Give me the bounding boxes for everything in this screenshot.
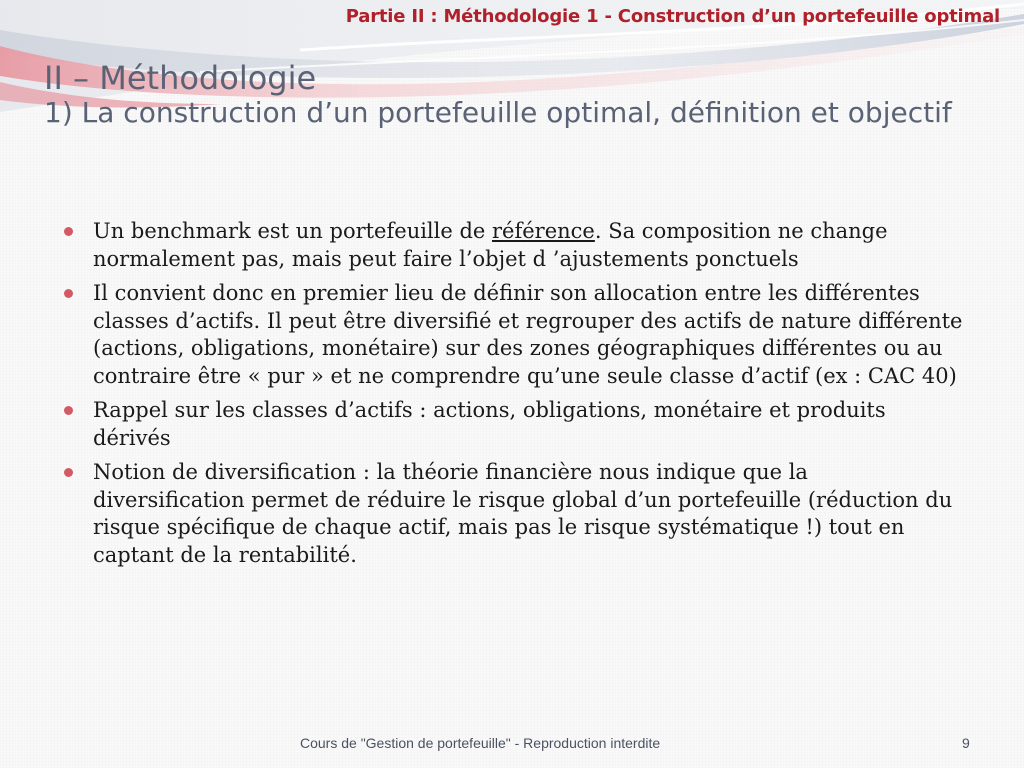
page-number: 9 <box>962 735 970 751</box>
slide-title <box>44 58 984 131</box>
bullet-item <box>64 459 964 569</box>
bullet-dot-icon <box>64 468 73 477</box>
bullet-item <box>64 218 964 273</box>
bullet-item <box>64 280 964 390</box>
bullet-dot-icon <box>64 227 73 236</box>
bullet-item <box>64 397 964 452</box>
footer-text: Cours de "Gestion de portefeuille" - Reproduction interdite <box>300 735 661 751</box>
bullet-list <box>64 218 964 576</box>
slide-title-line-1: II – Méthodologie <box>44 59 317 97</box>
bullet-text: Il convient donc en premier lieu de définir son allocation entre les différentes classes d’actifs. Il peut être diversifié et regrouper des actifs de nature différente (actions, obligations, monétaire) sur des zones géographiques différentes ou au contraire être « pur » et ne comprendre qu’une seule classe d’actif (ex : CAC 40) <box>93 281 963 388</box>
slide-title-line-2: 1) La construction d’un portefeuille optimal, définition et objectif <box>44 96 952 129</box>
bullet-text-after: . Sa composition ne change normalement pas, mais peut faire l’objet d ’ajustements ponctuels <box>93 219 888 271</box>
header-title: Partie II : Méthodologie 1 - Construction d’un portefeuille optimal <box>345 6 1000 27</box>
bullet-text-emphasis: référence <box>492 219 595 243</box>
bullet-dot-icon <box>64 406 73 415</box>
bullet-text: Notion de diversification : la théorie financière nous indique que la diversification permet de réduire le risque global d’un portefeuille (réduction du risque spécifique de chaque actif, mais pas le risque systématique !) tout en captant de la rentabilité. <box>93 460 953 567</box>
bullet-dot-icon <box>64 289 73 298</box>
bullet-text: Rappel sur les classes d’actifs : actions, obligations, monétaire et produits dérivés <box>93 398 886 450</box>
bullet-text-before: Un benchmark est un portefeuille de <box>93 219 493 243</box>
